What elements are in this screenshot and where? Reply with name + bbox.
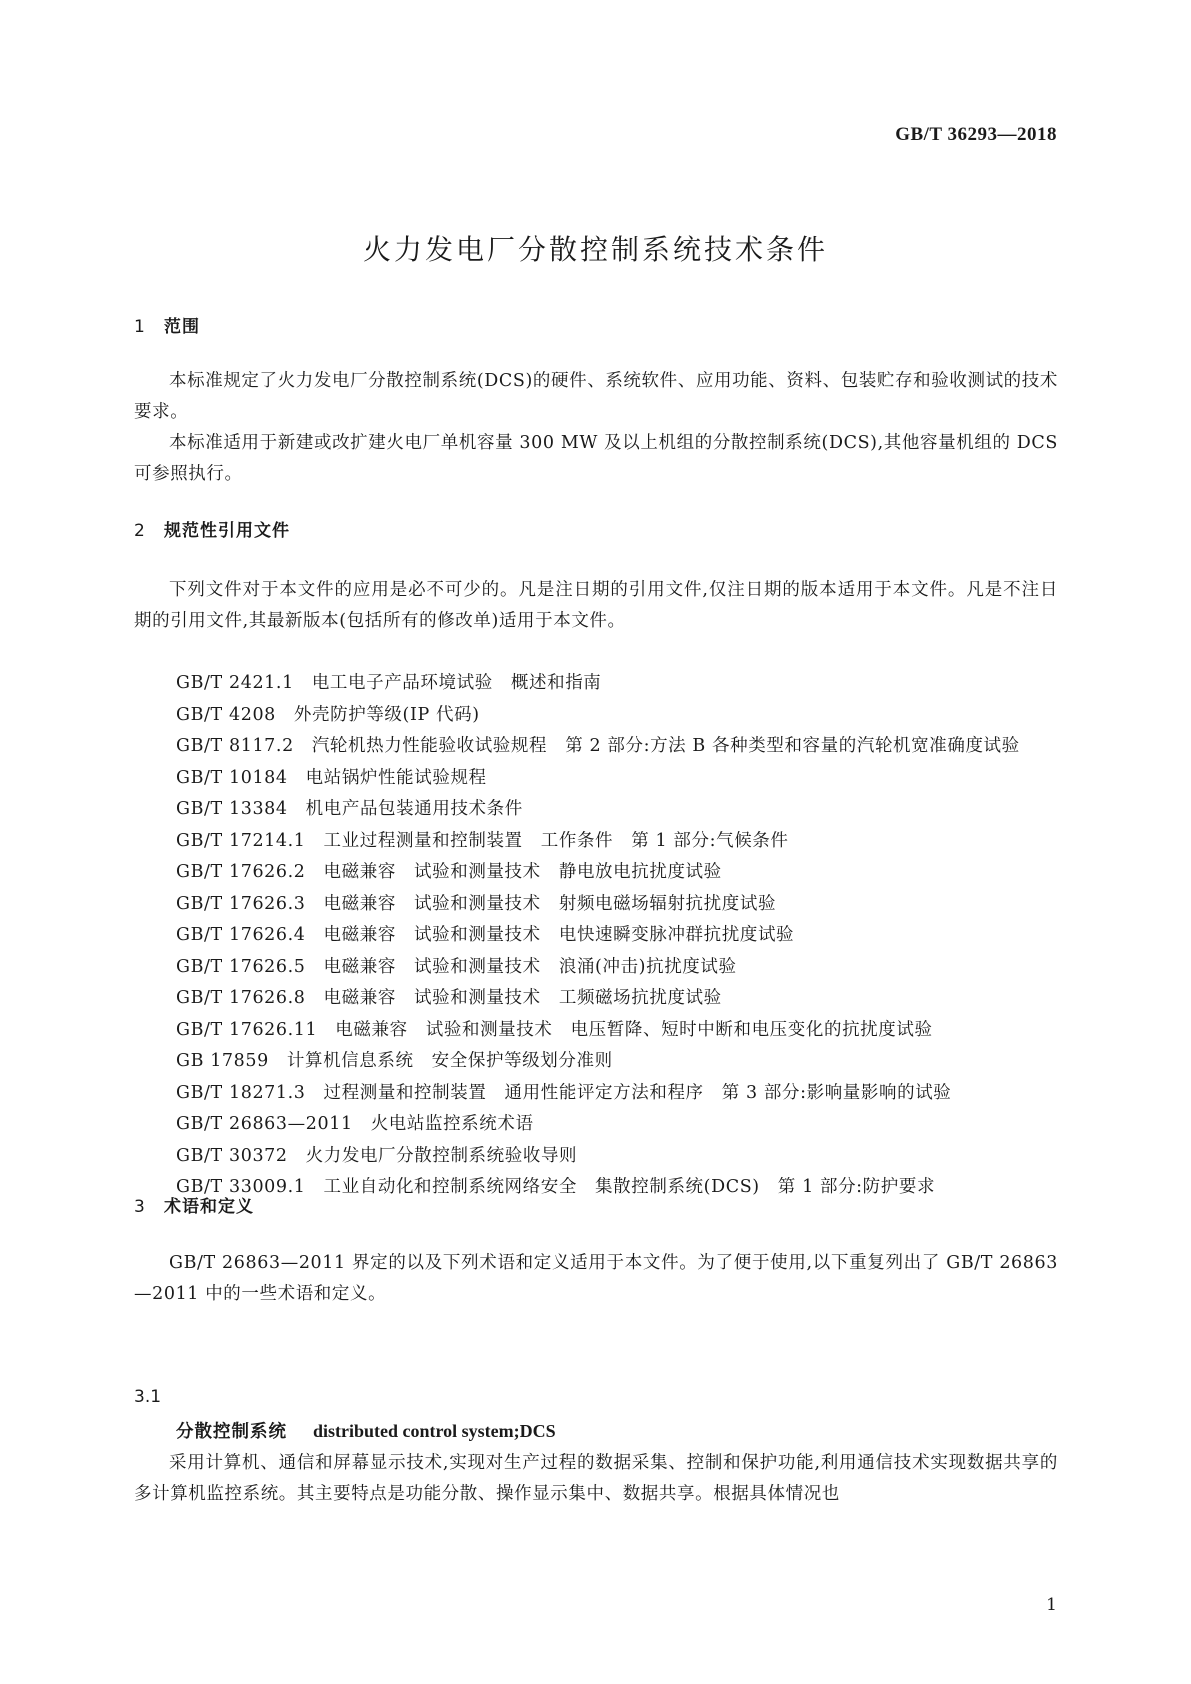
reference-code: GB/T 26863—2011 xyxy=(176,1114,353,1134)
reference-item xyxy=(134,763,1058,795)
reference-title: 火电站监控系统术语 xyxy=(370,1114,534,1134)
reference-item xyxy=(134,1078,1058,1110)
reference-title: 汽轮机热力性能验收试验规程 第 2 部分:方法 B 各种类型和容量的汽轮机宽准确度试验 xyxy=(311,736,1020,756)
reference-title: 计算机信息系统 安全保护等级划分准则 xyxy=(286,1051,613,1071)
document-title: 火力发电厂分散控制系统技术条件 xyxy=(362,233,828,266)
reference-title: 电工电子产品环境试验 概述和指南 xyxy=(311,673,602,693)
reference-title: 电磁兼容 试验和测量技术 浪涌(冲击)抗扰度试验 xyxy=(323,956,737,977)
reference-code: GB/T 4208 xyxy=(176,704,276,725)
reference-item xyxy=(134,700,1058,732)
section-3-paragraph-1: GB/T 26863—2011 界定的以及下列术语和定义适用于本文件。为了便于使用,以下重复列出了 GB/T 26863—2011 中的一些术语和定义。 xyxy=(134,1253,1058,1304)
reference-title: 外壳防护等级(IP 代码) xyxy=(293,704,480,725)
reference-code: GB/T 8117.2 xyxy=(176,736,294,756)
reference-item xyxy=(134,1141,1058,1173)
reference-title: 火力发电厂分散控制系统验收导则 xyxy=(305,1145,578,1166)
reference-code: GB/T 10184 xyxy=(176,767,288,788)
reference-title: 电磁兼容 试验和测量技术 静电放电抗扰度试验 xyxy=(323,862,722,882)
section-1-title: 范围 xyxy=(164,317,200,337)
reference-item xyxy=(134,889,1058,921)
reference-code: GB/T 17214.1 xyxy=(176,830,306,851)
reference-code: GB/T 2421.1 xyxy=(176,673,294,693)
reference-item xyxy=(134,983,1058,1015)
reference-title: 工业过程测量和控制装置 工作条件 第 1 部分:气候条件 xyxy=(323,830,789,851)
normative-references-list xyxy=(134,668,1058,1204)
term-chinese: 分散控制系统 xyxy=(176,1422,287,1442)
reference-item xyxy=(134,668,1058,700)
reference-code: GB/T 17626.4 xyxy=(176,925,306,945)
section-2-number: 2 xyxy=(134,521,146,541)
reference-title: 电磁兼容 试验和测量技术 电压暂降、短时中断和电压变化的抗扰度试验 xyxy=(335,1019,933,1040)
page-number: 1 xyxy=(1046,1595,1057,1615)
section-1-paragraph-1: 本标准规定了火力发电厂分散控制系统(DCS)的硬件、系统软件、应用功能、资料、包装贮存和验收测试的技术要求。 xyxy=(134,371,1058,422)
reference-item xyxy=(134,1109,1058,1141)
reference-title: 机电产品包装通用技术条件 xyxy=(305,799,523,819)
reference-title: 电磁兼容 试验和测量技术 工频磁场抗扰度试验 xyxy=(323,988,722,1008)
reference-code: GB/T 17626.3 xyxy=(176,893,306,914)
section-3-title: 术语和定义 xyxy=(164,1197,254,1217)
section-1-paragraph-2: 本标准适用于新建或改扩建火电厂单机容量 300 MW 及以上机组的分散控制系统(DCS),其他容量机组的 DCS 可参照执行。 xyxy=(134,433,1058,484)
reference-code: GB/T 30372 xyxy=(176,1145,288,1166)
reference-code: GB/T 17626.2 xyxy=(176,862,306,882)
reference-code: GB/T 18271.3 xyxy=(176,1082,306,1103)
term-english: distributed control system;DCS xyxy=(313,1421,556,1441)
section-2-paragraph-1: 下列文件对于本文件的应用是必不可少的。凡是注日期的引用文件,仅注日期的版本适用于本文件。凡是不注日期的引用文件,其最新版本(包括所有的修改单)适用于本文件。 xyxy=(134,580,1058,631)
reference-item xyxy=(134,731,1058,763)
reference-item xyxy=(134,1172,1058,1204)
reference-code: GB 17859 xyxy=(176,1051,269,1071)
reference-item xyxy=(134,1046,1058,1078)
term-entry xyxy=(176,1418,556,1443)
reference-item xyxy=(134,952,1058,984)
reference-code: GB/T 17626.8 xyxy=(176,988,306,1008)
reference-code: GB/T 13384 xyxy=(176,799,288,819)
reference-title: 电磁兼容 试验和测量技术 射频电磁场辐射抗扰度试验 xyxy=(323,893,777,914)
clause-number: 3.1 xyxy=(134,1387,162,1407)
reference-code: GB/T 17626.11 xyxy=(176,1019,318,1040)
reference-title: 电磁兼容 试验和测量技术 电快速瞬变脉冲群抗扰度试验 xyxy=(323,925,795,945)
section-1-number: 1 xyxy=(134,317,146,337)
section-2-title: 规范性引用文件 xyxy=(164,521,290,541)
section-2-heading xyxy=(134,516,290,541)
reference-title: 工业自动化和控制系统网络安全 集散控制系统(DCS) 第 1 部分:防护要求 xyxy=(323,1177,936,1197)
reference-item xyxy=(134,857,1058,889)
section-1-heading xyxy=(134,312,200,337)
reference-title: 过程测量和控制装置 通用性能评定方法和程序 第 3 部分:影响量影响的试验 xyxy=(323,1082,952,1103)
reference-item xyxy=(134,920,1058,952)
section-3-number: 3 xyxy=(134,1197,146,1217)
reference-item xyxy=(134,1015,1058,1047)
section-3-heading xyxy=(134,1192,254,1217)
reference-code: GB/T 33009.1 xyxy=(176,1177,306,1197)
reference-title: 电站锅炉性能试验规程 xyxy=(305,767,487,788)
standard-number: GB/T 36293—2018 xyxy=(895,124,1057,145)
term-definition: 采用计算机、通信和屏幕显示技术,实现对生产过程的数据采集、控制和保护功能,利用通信技术实现数据共享的多计算机监控系统。其主要特点是功能分散、操作显示集中、数据共享。根据具体情况也 xyxy=(134,1453,1058,1504)
reference-code: GB/T 17626.5 xyxy=(176,956,306,977)
reference-item xyxy=(134,826,1058,858)
reference-item xyxy=(134,794,1058,826)
